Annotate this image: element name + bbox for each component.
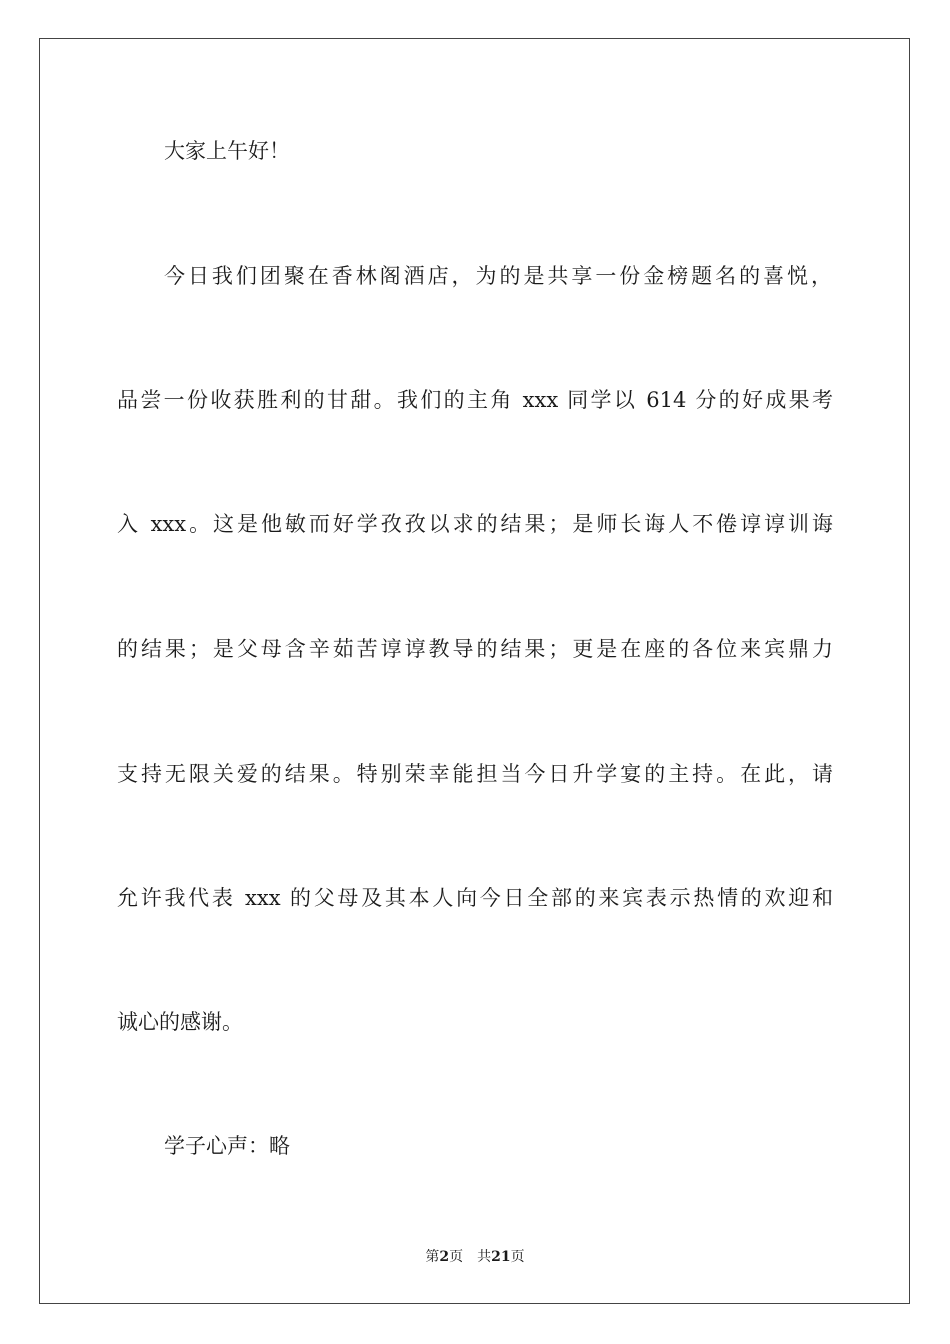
total-unit: 页	[510, 1249, 525, 1265]
page-unit: 页	[449, 1249, 464, 1265]
page-border	[39, 38, 910, 1304]
paragraph-line-3: 入 xxx。这是他敏而好学孜孜以求的结果；是师长诲人不倦谆谆训诲	[117, 512, 833, 536]
section-heading: 学子心声：略	[164, 1134, 290, 1158]
page-current: 2	[439, 1249, 450, 1265]
page-prefix: 第	[425, 1249, 440, 1265]
paragraph-line-7: 诚心的感谢。	[117, 1010, 243, 1034]
page-footer	[0, 1247, 950, 1267]
page-total: 21	[491, 1249, 511, 1265]
greeting-line: 大家上午好！	[164, 139, 290, 163]
paragraph-line-1: 今日我们团聚在香林阁酒店，为的是共享一份金榜题名的喜悦，	[164, 264, 832, 288]
paragraph-line-6: 允许我代表 xxx 的父母及其本人向今日全部的来宾表示热情的欢迎和	[117, 886, 833, 910]
paragraph-line-2: 品尝一份收获胜利的甘甜。我们的主角 xxx 同学以 614 分的好成果考	[117, 388, 833, 412]
paragraph-line-4: 的结果；是父母含辛茹苦谆谆教导的结果；更是在座的各位来宾鼎力	[117, 637, 833, 661]
total-prefix: 共	[477, 1249, 492, 1265]
paragraph-line-5: 支持无限关爱的结果。特别荣幸能担当今日升学宴的主持。在此，请	[117, 762, 833, 786]
